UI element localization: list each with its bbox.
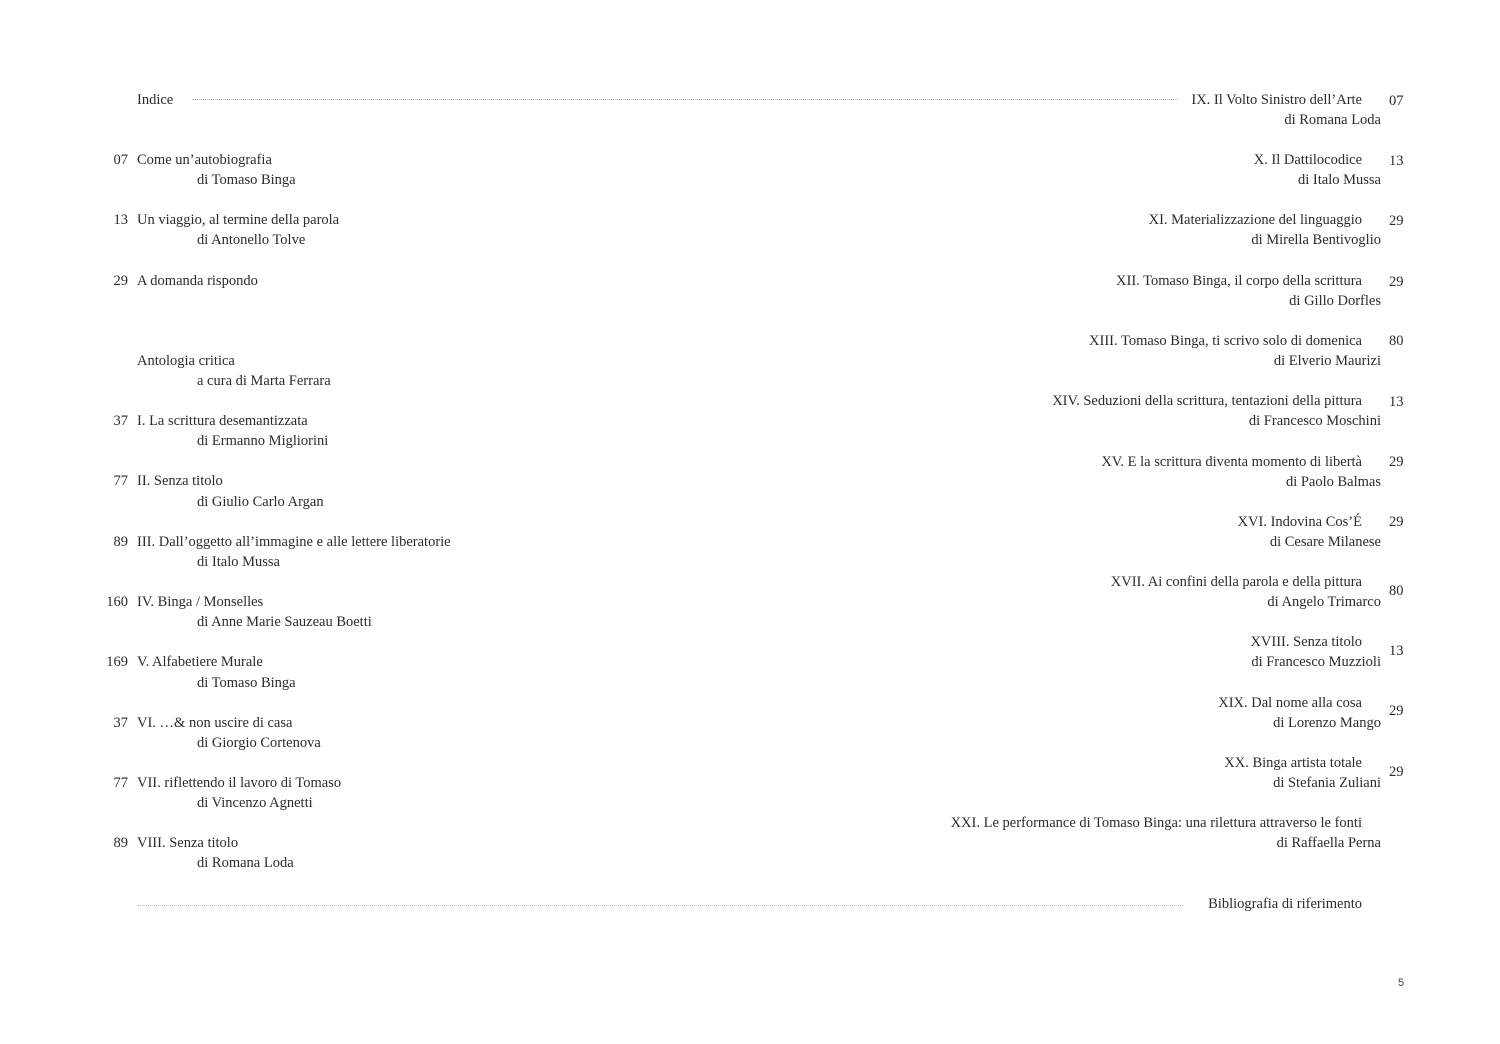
toc-title: Come un’autobiografia (137, 152, 272, 168)
toc-page-number: 37 (113, 413, 128, 429)
footer-divider (137, 905, 1183, 906)
toc-author: di Italo Mussa (1298, 172, 1381, 188)
toc-author: di Vincenzo Agnetti (197, 795, 313, 811)
toc-author: di Paolo Balmas (1285, 474, 1381, 490)
toc-page-number: 29 (1389, 703, 1404, 719)
page-number: 5 (1398, 977, 1405, 989)
toc-page-number: 169 (106, 654, 128, 670)
toc-title: XII. Tomaso Binga, il corpo della scrittura (1116, 273, 1362, 289)
header-divider (192, 99, 1178, 100)
toc-title: XIV. Seduzioni della scrittura, tentazioni della pittura (1052, 393, 1362, 409)
toc-author: di Francesco Muzzioli (1251, 654, 1381, 670)
toc-page-number: 13 (113, 212, 128, 228)
toc-title: VIII. Senza titolo (137, 835, 239, 851)
toc-title: IX. Il Volto Sinistro dell’Arte (1191, 92, 1362, 108)
toc-title: XV. E la scrittura diventa momento di libertà (1101, 454, 1362, 470)
toc-page-number: 89 (113, 534, 128, 550)
toc-page-number: 80 (1389, 583, 1404, 599)
toc-title: X. Il Dattilocodice (1253, 152, 1362, 168)
toc-title: XVIII. Senza titolo (1250, 634, 1362, 650)
toc-author: di Italo Mussa (197, 554, 280, 570)
toc-author: di Cesare Milanese (1269, 534, 1381, 550)
toc-page-number: 89 (113, 835, 128, 851)
toc-author: di Raffaella Perna (1276, 835, 1381, 851)
toc-title: XXI. Le performance di Tomaso Binga: una rilettura attraverso le fonti (950, 815, 1362, 831)
toc-page-number: 13 (1389, 394, 1404, 410)
toc-page-number: 29 (1389, 454, 1404, 470)
toc-author: di Giulio Carlo Argan (197, 494, 324, 510)
toc-author: di Stefania Zuliani (1273, 775, 1381, 791)
toc-author: di Mirella Bentivoglio (1251, 232, 1381, 248)
toc-page-number: 07 (113, 152, 128, 168)
toc-page-number: 77 (113, 775, 128, 791)
toc-author: di Anne Marie Sauzeau Boetti (197, 614, 372, 630)
toc-page-number: 29 (113, 273, 128, 289)
toc-author: di Ermanno Migliorini (197, 433, 329, 449)
toc-author: di Romana Loda (1284, 112, 1381, 128)
toc-page-number: 07 (1389, 93, 1404, 109)
toc-author: di Tomaso Binga (197, 172, 296, 188)
toc-page-number: 37 (113, 715, 128, 731)
toc-author: di Francesco Moschini (1248, 413, 1381, 429)
toc-page-number: 13 (1389, 643, 1404, 659)
toc-title: XX. Binga artista totale (1224, 755, 1362, 771)
toc-page-number: 29 (1389, 764, 1404, 780)
toc-author: di Elverio Maurizi (1273, 353, 1381, 369)
toc-author: di Romana Loda (197, 855, 294, 871)
toc-page-number: 29 (1389, 514, 1404, 530)
toc-title: VII. riflettendo il lavoro di Tomaso (137, 775, 342, 791)
toc-title: Un viaggio, al termine della parola (137, 212, 340, 228)
bibliography-link[interactable]: Bibliografia di riferimento (1208, 896, 1362, 912)
toc-title: IV. Binga / Monselles (137, 594, 264, 610)
toc-title: XI. Materializzazione del linguaggio (1148, 212, 1362, 228)
toc-title: I. La scrittura desemantizzata (137, 413, 308, 429)
toc-title: XVI. Indovina Cos’É (1237, 514, 1362, 530)
toc-author: di Angelo Trimarco (1267, 594, 1381, 610)
toc-title: A domanda rispondo (137, 273, 258, 289)
section-title: Antologia critica (137, 353, 235, 369)
index-title: Indice (137, 92, 174, 108)
toc-page-number: 80 (1389, 333, 1404, 349)
section-editor: a cura di Marta Ferrara (197, 373, 331, 389)
toc-title: XIII. Tomaso Binga, ti scrivo solo di domenica (1089, 333, 1362, 349)
toc-author: di Giorgio Cortenova (197, 735, 321, 751)
toc-title: III. Dall’oggetto all’immagine e alle lettere liberatorie (137, 534, 451, 550)
toc-page-number: 77 (113, 473, 128, 489)
toc-page-number: 29 (1389, 274, 1404, 290)
toc-title: II. Senza titolo (137, 473, 223, 489)
toc-page-number: 13 (1389, 153, 1404, 169)
toc-page-number: 160 (106, 594, 128, 610)
toc-author: di Lorenzo Mango (1273, 715, 1381, 731)
toc-title: V. Alfabetiere Murale (137, 654, 263, 670)
toc-page-number: 29 (1389, 213, 1404, 229)
toc-title: XVII. Ai confini della parola e della pittura (1110, 574, 1362, 590)
toc-author: di Gillo Dorfles (1289, 293, 1381, 309)
toc-title: XIX. Dal nome alla cosa (1218, 695, 1362, 711)
toc-title: VI. …& non uscire di casa (137, 715, 293, 731)
toc-author: di Antonello Tolve (197, 232, 306, 248)
toc-author: di Tomaso Binga (197, 675, 296, 691)
